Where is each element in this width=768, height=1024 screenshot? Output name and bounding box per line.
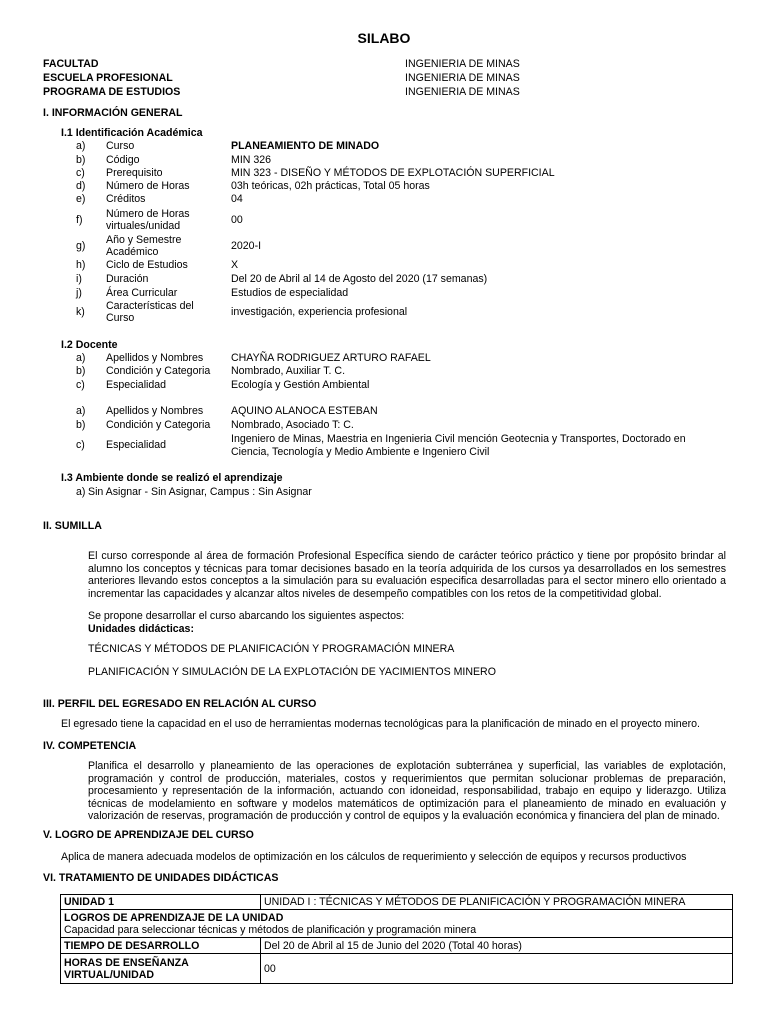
item-key: k) xyxy=(76,306,85,318)
item-label-semestre-2: Académico xyxy=(106,246,159,258)
item-value-horas: 03h teóricas, 02h prácticas, Total 05 horas xyxy=(231,180,430,192)
header-programa-label: PROGRAMA DE ESTUDIOS xyxy=(43,86,181,98)
document-title: SILABO xyxy=(357,30,411,46)
item-label-area: Área Curricular xyxy=(106,287,178,299)
item-value-creditos: 04 xyxy=(231,193,243,205)
item-value-curso: PLANEAMIENTO DE MINADO xyxy=(231,140,380,152)
subsection-1-1-title: I.1 Identificación Académica xyxy=(61,127,203,139)
docente2-value-condicion: Nombrado, Asociado T: C. xyxy=(231,419,354,431)
item-label-caracteristicas: Características del xyxy=(106,300,194,312)
subsection-1-2-title: I.2 Docente xyxy=(61,339,118,351)
section-3-title: III. PERFIL DEL EGRESADO EN RELACIÓN AL CURSO xyxy=(43,698,317,710)
docente1-value-especialidad: Ecología y Gestión Ambiental xyxy=(231,379,370,391)
logro-text: Aplica de manera adecuada modelos de optimización en los cálculos de requerimiento y selección de equipos y recursos productivos xyxy=(61,851,687,863)
logros-label: LOGROS DE APRENDIZAJE DE LA UNIDAD xyxy=(64,911,284,924)
section-4-title: IV. COMPETENCIA xyxy=(43,740,137,752)
item-key: b) xyxy=(76,154,86,166)
item-key: a) xyxy=(76,405,86,417)
horas-label-2: VIRTUAL/UNIDAD xyxy=(64,968,155,981)
sumilla-aspects: Se propone desarrollar el curso abarcando los siguientes aspectos: xyxy=(88,610,405,622)
unit-label-cell: UNIDAD 1 xyxy=(61,895,261,910)
unit-value-cell: UNIDAD I : TÉCNICAS Y MÉTODOS DE PLANIFICACIÓN Y PROGRAMACIÓN MINERA xyxy=(261,895,733,910)
item-key: h) xyxy=(76,259,86,271)
ambiente-value: Sin Asignar - Sin Asignar, Campus : Sin Asignar xyxy=(88,486,312,498)
section-1-title: I. INFORMACIÓN GENERAL xyxy=(43,107,183,119)
header-escuela-value: INGENIERIA DE MINAS xyxy=(405,72,520,84)
item-label-ciclo: Ciclo de Estudios xyxy=(106,259,188,271)
header-escuela-label: ESCUELA PROFESIONAL xyxy=(43,72,173,84)
horas-value-cell: 00 xyxy=(261,954,733,984)
section-5-title: V. LOGRO DE APRENDIZAJE DEL CURSO xyxy=(43,829,254,841)
item-key: i) xyxy=(76,273,82,285)
item-label-horas: Número de Horas xyxy=(106,180,190,192)
horas-label-cell xyxy=(61,954,261,984)
item-value-area: Estudios de especialidad xyxy=(231,287,349,299)
docente2-value-especialidad-1: Ingeniero de Minas, Maestria en Ingenieria Civil mención Geotecnia y Transportes, Doctorado en xyxy=(231,433,686,445)
competencia-text: Planifica el desarrollo y planeamiento de las operaciones de explotación subterránea y superficial, las variables de explotación, programación y control de producción, materiales, costos y requerimientos que permitan solucionar problemas de preparación, procesamiento y representación de la información, actuando con idoneidad, responsabilidad, trabajo en equipo y liderazgo. Utiliza técnicas de modelamiento en software y modelos matemáticos de optimización para el planeamiento de minado en evaluación y valorización de reservas, programación de producción y control de equipos y la evaluación económica y financiera del plan de minado. xyxy=(88,760,726,822)
docente1-value-condicion: Nombrado, Auxiliar T. C. xyxy=(231,365,346,377)
item-label-creditos: Créditos xyxy=(106,193,146,205)
unit-table xyxy=(60,894,733,984)
logros-cell xyxy=(61,910,733,938)
item-label-horas-virtuales: Número de Horas xyxy=(106,208,190,220)
horas-label-1: HORAS DE ENSEÑANZA xyxy=(64,956,189,969)
perfil-text: El egresado tiene la capacidad en el uso de herramientas modernas tecnológicas para la planificación de minado en el proyecto minero. xyxy=(61,718,700,730)
docente2-label-nombre: Apellidos y Nombres xyxy=(106,405,204,417)
unit-1-name: TÉCNICAS Y MÉTODOS DE PLANIFICACIÓN Y PROGRAMACIÓN MINERA xyxy=(88,643,455,655)
item-value-codigo: MIN 326 xyxy=(231,154,272,166)
item-key: g) xyxy=(76,240,86,252)
item-value-semestre: 2020-I xyxy=(231,240,262,252)
item-key: b) xyxy=(76,365,86,377)
docente1-label-nombre: Apellidos y Nombres xyxy=(106,352,204,364)
sumilla-paragraph: El curso corresponde al área de formación Profesional Específica siendo de carácter teórico práctico y tiene por propósito brindar al alumno los conceptos y técnicas para tomar decisiones basado en la teoría adquirida de los cursos ya desarrollados en los semestres anteriores llevando estos conceptos a la simulación para su evaluación especifica desarrolladas para el sector minero ello orientado a incrementar las capacidades y alcanzar altos niveles de desempeño compatibles con los retos de la competitividad global. xyxy=(88,550,726,600)
subsection-1-3-title: I.3 Ambiente donde se realizó el aprendizaje xyxy=(61,472,283,484)
item-value-duracion: Del 20 de Abril al 14 de Agosto del 2020 (17 semanas) xyxy=(231,273,488,285)
item-key: f) xyxy=(76,214,83,226)
item-value-caracteristicas: investigación, experiencia profesional xyxy=(231,306,408,318)
units-label: Unidades didácticas: xyxy=(88,623,194,635)
header-facultad-value: INGENIERIA DE MINAS xyxy=(405,58,520,70)
item-key: b) xyxy=(76,419,86,431)
item-label-semestre: Año y Semestre xyxy=(106,234,182,246)
docente2-value-nombre: AQUINO ALANOCA ESTEBAN xyxy=(231,405,378,417)
item-key: a) xyxy=(76,352,86,364)
item-label-prerequisito: Prerequisito xyxy=(106,167,163,179)
section-2-title: II. SUMILLA xyxy=(43,520,102,532)
item-label-curso: Curso xyxy=(106,140,135,152)
item-label-horas-virtuales-2: virtuales/unidad xyxy=(106,220,181,232)
section-6-title: VI. TRATAMIENTO DE UNIDADES DIDÁCTICAS xyxy=(43,872,279,884)
item-key: c) xyxy=(76,439,85,451)
item-key: a) xyxy=(76,140,86,152)
docente2-value-especialidad-2: Ciencia, Tecnología y Medio Ambiente e Ingeniero Civil xyxy=(231,446,490,458)
header-facultad-label: FACULTAD xyxy=(43,58,99,70)
docente1-value-nombre: CHAYÑA RODRIGUEZ ARTURO RAFAEL xyxy=(231,352,431,364)
tiempo-label-cell: TIEMPO DE DESARROLLO xyxy=(61,938,261,954)
docente2-label-condicion: Condición y Categoria xyxy=(106,419,211,431)
header-programa-value: INGENIERIA DE MINAS xyxy=(405,86,520,98)
item-value-ciclo: X xyxy=(231,259,239,271)
tiempo-value-cell: Del 20 de Abril al 15 de Junio del 2020 (Total 40 horas) xyxy=(261,938,733,954)
docente2-label-especialidad: Especialidad xyxy=(106,439,167,451)
item-key: j) xyxy=(76,287,82,299)
item-value-horas-virtuales: 00 xyxy=(231,214,243,226)
item-label-caracteristicas-2: Curso xyxy=(106,312,135,324)
docente1-label-especialidad: Especialidad xyxy=(106,379,167,391)
item-key: d) xyxy=(76,180,86,192)
logros-text: Capacidad para seleccionar técnicas y métodos de planificación y programación minera xyxy=(64,923,477,936)
item-label-duracion: Duración xyxy=(106,273,149,285)
item-value-prerequisito: MIN 323 - DISEÑO Y MÉTODOS DE EXPLOTACIÓN SUPERFICIAL xyxy=(231,167,555,179)
item-label-codigo: Código xyxy=(106,154,140,166)
item-key: e) xyxy=(76,193,86,205)
item-key: c) xyxy=(76,167,85,179)
item-key: a) xyxy=(76,486,86,498)
docente1-label-condicion: Condición y Categoria xyxy=(106,365,211,377)
unit-2-name: PLANIFICACIÓN Y SIMULACIÓN DE LA EXPLOTACIÓN DE YACIMIENTOS MINERO xyxy=(88,666,496,678)
item-key: c) xyxy=(76,379,85,391)
